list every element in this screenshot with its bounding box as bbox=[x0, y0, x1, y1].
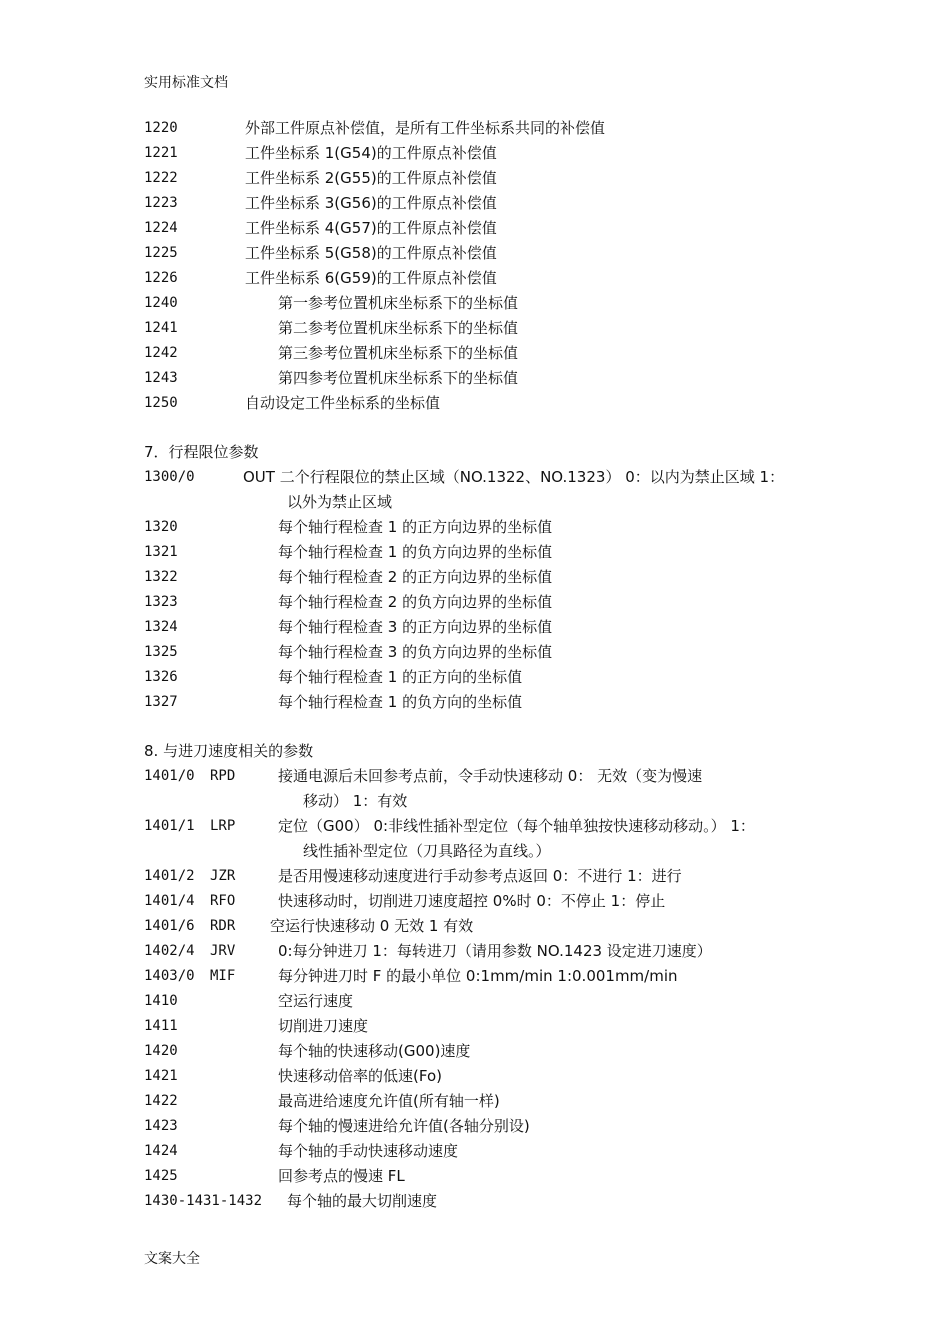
param-code: 1224 bbox=[144, 220, 178, 236]
param-code: 1225 bbox=[144, 245, 178, 261]
param-mnemonic: JZR bbox=[210, 868, 236, 884]
param-code: 1221 bbox=[144, 145, 178, 161]
param-desc: 定位（G00） 0:非线性插补型定位（每个轴单独按快速移动移动。） 1： bbox=[278, 817, 755, 835]
param-code: 1401/6 bbox=[144, 918, 195, 934]
param-desc: 快速移动时，切削进刀速度超控 0%时 0：不停止 1：停止 bbox=[278, 892, 666, 910]
param-desc: 切削进刀速度 bbox=[278, 1017, 369, 1035]
param-mnemonic: LRP bbox=[210, 818, 236, 834]
param-desc: 最高进给速度允许值(所有轴一样) bbox=[278, 1092, 500, 1110]
param-desc: 每个轴行程检查 3 的负方向边界的坐标值 bbox=[278, 643, 553, 661]
param-mnemonic: JRV bbox=[210, 943, 236, 959]
param-code: 1226 bbox=[144, 270, 178, 286]
param-desc: OUT 二个行程限位的禁止区域（NO.1322、NO.1323） 0：以内为禁止区域 1： bbox=[243, 468, 785, 486]
param-code: 1422 bbox=[144, 1093, 178, 1109]
param-mnemonic: RFO bbox=[210, 893, 236, 909]
param-code: 1401/4 bbox=[144, 893, 195, 909]
param-desc: 第四参考位置机床坐标系下的坐标值 bbox=[278, 369, 519, 387]
param-desc: 接通电源后未回参考点前，令手动快速移动 0： 无效（变为慢速 bbox=[278, 767, 703, 785]
param-code: 1325 bbox=[144, 644, 178, 660]
param-code: 1300/0 bbox=[144, 469, 195, 485]
param-desc: 每个轴行程检查 1 的正方向的坐标值 bbox=[278, 668, 523, 686]
param-code: 1324 bbox=[144, 619, 178, 635]
param-desc: 工件坐标系 1(G54)的工件原点补偿值 bbox=[245, 144, 497, 162]
param-mnemonic: RPD bbox=[210, 768, 236, 784]
param-code: 1223 bbox=[144, 195, 178, 211]
param-code: 1323 bbox=[144, 594, 178, 610]
param-code: 1410 bbox=[144, 993, 178, 1009]
param-code: 1240 bbox=[144, 295, 178, 311]
param-code: 1321 bbox=[144, 544, 178, 560]
param-mnemonic: RDR bbox=[210, 918, 236, 934]
page-header: 实用标准文档 bbox=[144, 75, 228, 91]
param-desc-continuation: 线性插补型定位（刀具路径为直线。） bbox=[303, 842, 551, 860]
param-desc: 自动设定工件坐标系的坐标值 bbox=[245, 394, 441, 412]
param-desc: 每个轴的手动快速移动速度 bbox=[278, 1142, 459, 1160]
param-desc: 每个轴行程检查 1 的正方向边界的坐标值 bbox=[278, 518, 553, 536]
param-desc-continuation: 以外为禁止区域 bbox=[287, 493, 393, 511]
param-code: 1243 bbox=[144, 370, 178, 386]
param-desc: 快速移动倍率的低速(Fo) bbox=[278, 1067, 442, 1085]
param-desc: 空运行速度 bbox=[278, 992, 354, 1010]
param-desc: 每个轴行程检查 1 的负方向边界的坐标值 bbox=[278, 543, 553, 561]
param-desc: 回参考点的慢速 FL bbox=[278, 1167, 405, 1185]
param-code: 1423 bbox=[144, 1118, 178, 1134]
param-desc: 工件坐标系 2(G55)的工件原点补偿值 bbox=[245, 169, 497, 187]
param-code: 1430-1431-1432 bbox=[144, 1193, 263, 1209]
param-code: 1220 bbox=[144, 120, 178, 136]
param-desc: 每个轴行程检查 1 的负方向的坐标值 bbox=[278, 693, 523, 711]
param-desc: 每个轴的慢速进给允许值(各轴分别设) bbox=[278, 1117, 530, 1135]
param-code: 1320 bbox=[144, 519, 178, 535]
param-desc: 每个轴行程检查 2 的负方向边界的坐标值 bbox=[278, 593, 553, 611]
param-code: 1242 bbox=[144, 345, 178, 361]
param-desc: 是否用慢速移动速度进行手动参考点返回 0：不进行 1：进行 bbox=[278, 867, 682, 885]
page-footer: 文案大全 bbox=[144, 1251, 200, 1267]
param-desc: 工件坐标系 3(G56)的工件原点补偿值 bbox=[245, 194, 497, 212]
param-code: 1425 bbox=[144, 1168, 178, 1184]
param-code: 1241 bbox=[144, 320, 178, 336]
param-code: 1420 bbox=[144, 1043, 178, 1059]
param-desc: 第二参考位置机床坐标系下的坐标值 bbox=[278, 319, 519, 337]
param-code: 1421 bbox=[144, 1068, 178, 1084]
param-desc: 0:每分钟进刀 1：每转进刀（请用参数 NO.1423 设定进刀速度） bbox=[278, 942, 712, 960]
param-code: 1250 bbox=[144, 395, 178, 411]
param-desc: 工件坐标系 4(G57)的工件原点补偿值 bbox=[245, 219, 497, 237]
param-code: 1403/0 bbox=[144, 968, 195, 984]
param-desc: 空运行快速移动 0 无效 1 有效 bbox=[270, 917, 474, 935]
section-heading: 8. 与进刀速度相关的参数 bbox=[144, 742, 314, 760]
param-desc: 第三参考位置机床坐标系下的坐标值 bbox=[278, 344, 519, 362]
param-code: 1326 bbox=[144, 669, 178, 685]
param-desc: 每分钟进刀时 F 的最小单位 0:1mm/min 1:0.001mm/min bbox=[278, 967, 678, 985]
param-code: 1411 bbox=[144, 1018, 178, 1034]
param-code: 1322 bbox=[144, 569, 178, 585]
param-desc: 每个轴行程检查 2 的正方向边界的坐标值 bbox=[278, 568, 553, 586]
param-desc: 每个轴的最大切削速度 bbox=[287, 1192, 438, 1210]
param-desc: 第一参考位置机床坐标系下的坐标值 bbox=[278, 294, 519, 312]
param-desc: 外部工件原点补偿值，是所有工件坐标系共同的补偿值 bbox=[245, 119, 606, 137]
param-desc: 每个轴行程检查 3 的正方向边界的坐标值 bbox=[278, 618, 553, 636]
param-desc-continuation: 移动） 1：有效 bbox=[303, 792, 408, 810]
param-code: 1401/0 bbox=[144, 768, 195, 784]
param-code: 1424 bbox=[144, 1143, 178, 1159]
param-desc: 每个轴的快速移动(G00)速度 bbox=[278, 1042, 471, 1060]
param-code: 1222 bbox=[144, 170, 178, 186]
section-heading: 7．行程限位参数 bbox=[144, 443, 259, 461]
param-code: 1401/1 bbox=[144, 818, 195, 834]
param-code: 1327 bbox=[144, 694, 178, 710]
param-mnemonic: MIF bbox=[210, 968, 236, 984]
param-code: 1402/4 bbox=[144, 943, 195, 959]
param-desc: 工件坐标系 6(G59)的工件原点补偿值 bbox=[245, 269, 497, 287]
param-code: 1401/2 bbox=[144, 868, 195, 884]
param-desc: 工件坐标系 5(G58)的工件原点补偿值 bbox=[245, 244, 497, 262]
